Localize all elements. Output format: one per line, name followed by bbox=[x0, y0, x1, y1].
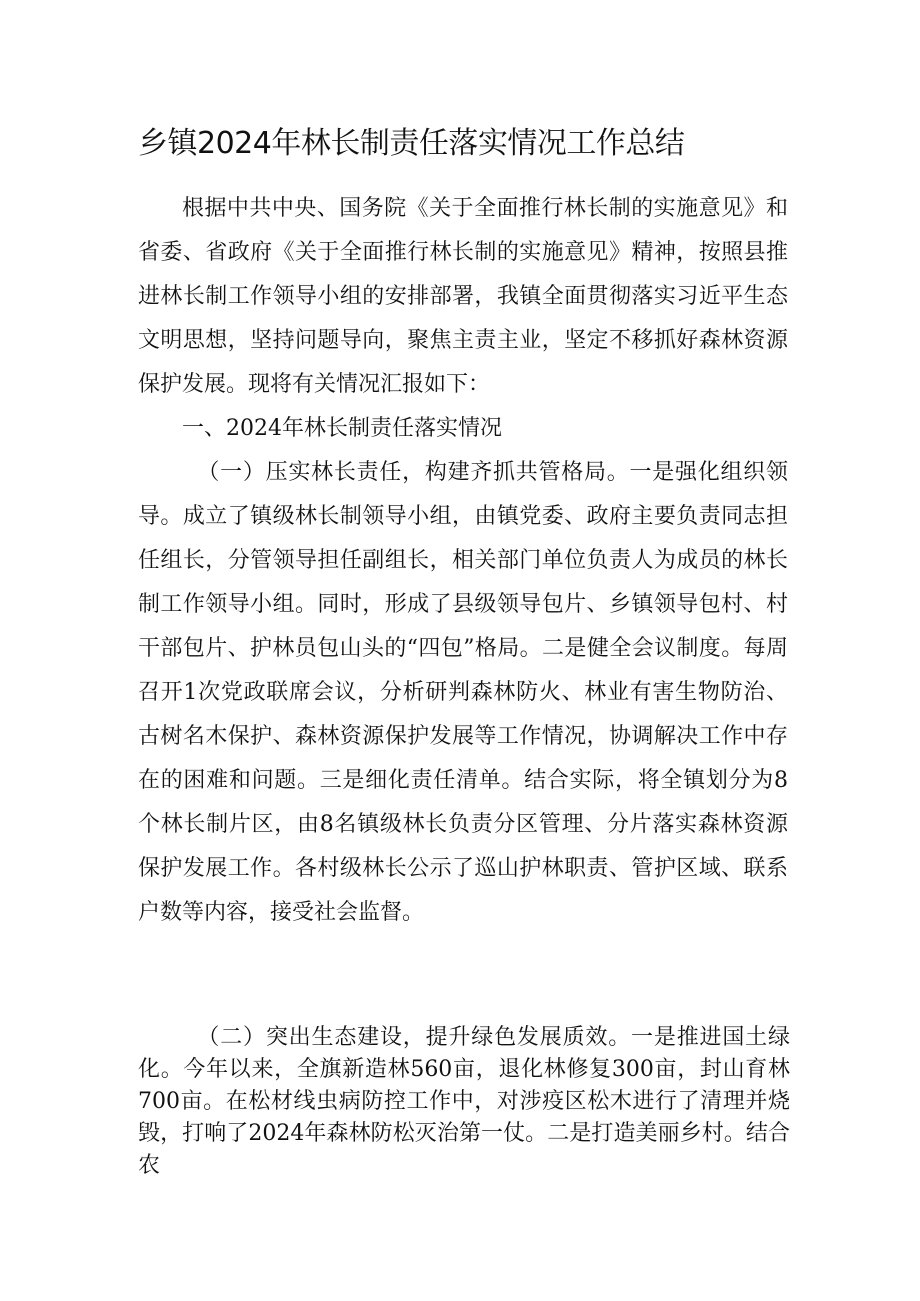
section-heading: 一、2024年林长制责任落实情况 bbox=[182, 416, 502, 441]
subsection-paragraph-2: （二）突出生态建设，提升绿色发展质效。一是推进国土绿化。今年以来，全旗新造林560亩，退化林修复300亩，封山育林700亩。在松材线虫病防控工作中，对涉疫区松木进行了清理并烧毁，打响了2024年森林防松灭治第一仗。二是打造美丽乡村。结合农 bbox=[138, 1025, 790, 1178]
intro-paragraph: 根据中共中央、国务院《关于全面推行林长制的实施意见》和省委、省政府《关于全面推行林长制的实施意见》精神，按照县推进林长制工作领导小组的安排部署，我镇全面贯彻落实习近平生态文明思想，坚持问题导向，聚焦主责主业，坚定不移抓好森林资源保护发展。现将有关情况汇报如下： bbox=[138, 196, 788, 397]
document-body bbox=[138, 187, 788, 935]
subsection-paragraph-1: （一）压实林长责任，构建齐抓共管格局。一是强化组织领导。成立了镇级林长制领导小组，由镇党委、政府主要负责同志担任组长，分管领导担任副组长，相关部门单位负责人为成员的林长制工作领导小组。同时，形成了县级领导包片、乡镇领导包村、村干部包片、护林员包山头的“四包”格局。二是健全会议制度。每周召开1次党政联席会议，分析研判森林防火、林业有害生物防治、古树名木保护、森林资源保护发展等工作情况，协调解决工作中存在的困难和问题。三是细化责任清单。结合实际，将全镇划分为8个林长制片区，由8名镇级林长负责分区管理、分片落实森林资源保护发展工作。各村级林长公示了巡山护林职责、管护区域、联系户数等内容，接受社会监督。 bbox=[138, 460, 788, 925]
document-title: 乡镇2024年林长制责任落实情况工作总结 bbox=[138, 126, 685, 161]
document-body-continued bbox=[138, 1022, 790, 1182]
